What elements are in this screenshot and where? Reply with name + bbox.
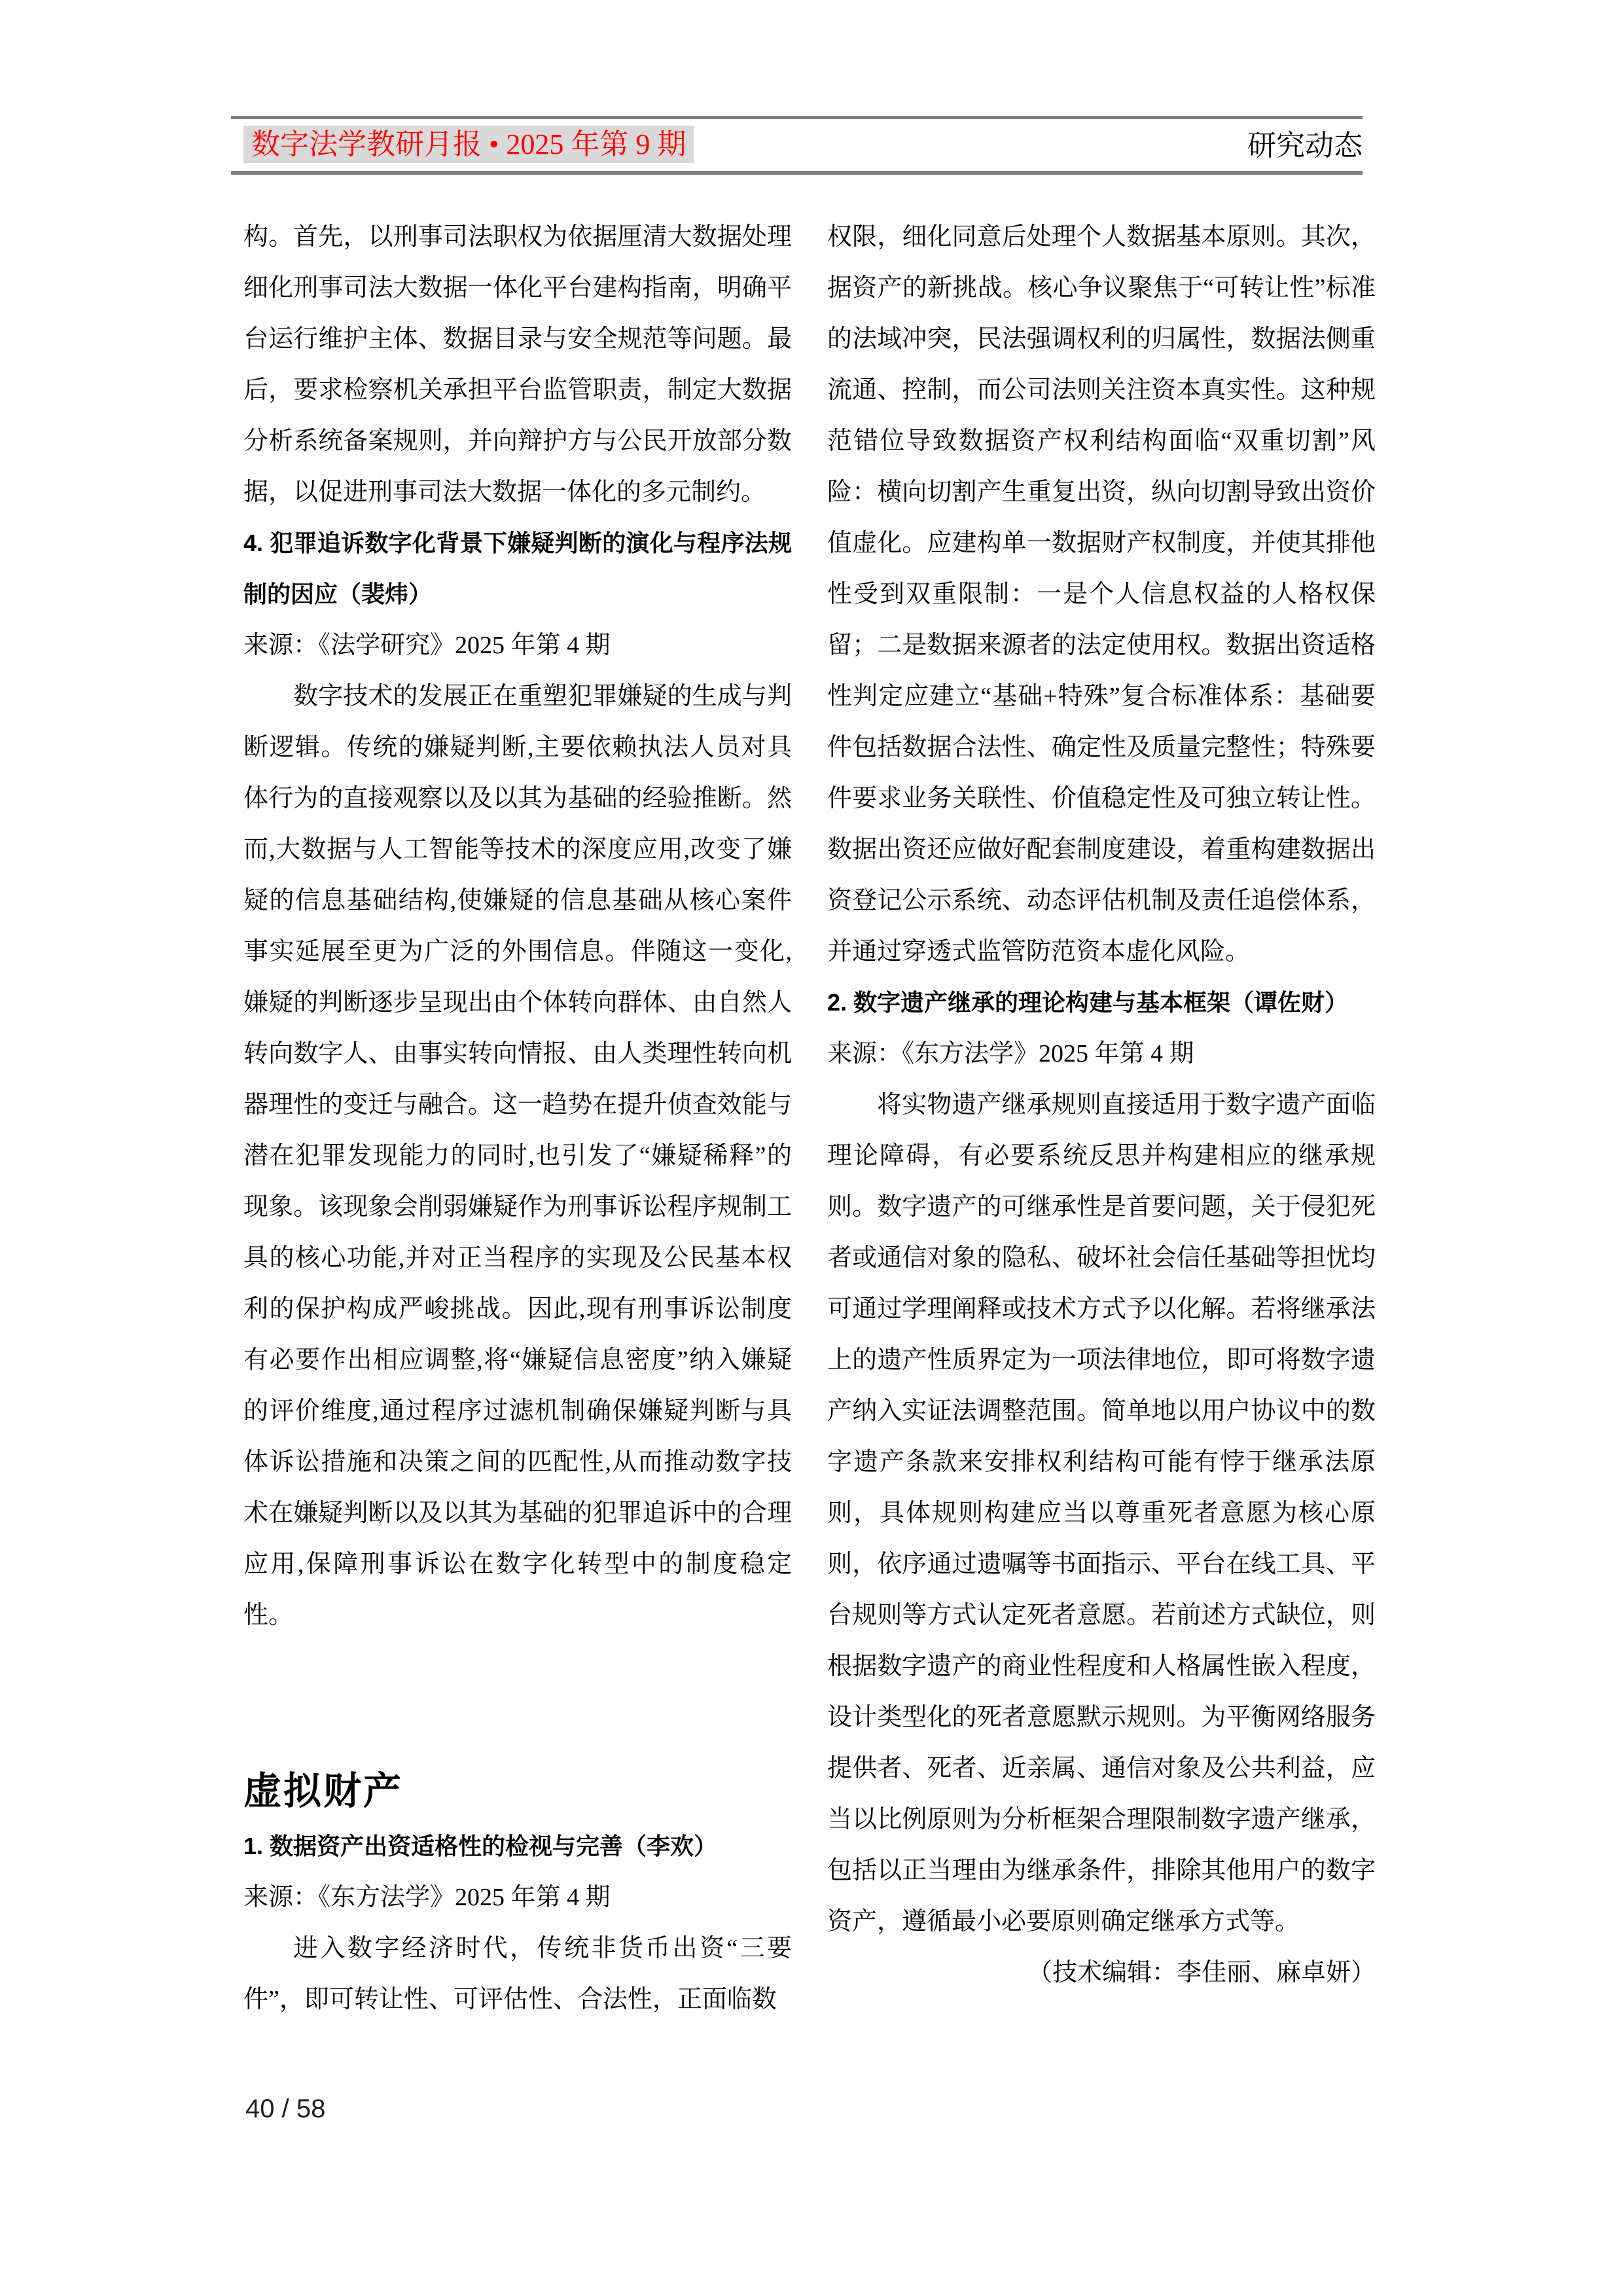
page-number: 40 / 58 — [245, 2094, 326, 2123]
section-heading-virtual-property: 虚拟财产 — [243, 1770, 404, 1812]
journal-title: 数字法学教研月报 • 2025 年第 9 期 — [243, 126, 694, 163]
entry1-source: 来源：《东方法学》2025 年第 4 期 — [243, 1884, 611, 1911]
entry1-abstract-start: 进入数字经济时代，传统非货币出资“三要件”，即可转让性、可评估性、合法性，正面临数 — [243, 1935, 792, 2013]
editor-note: （技术编辑：李佳丽、麻卓妍） — [1027, 1959, 1376, 1986]
entry1-title: 1. 数据资产出资适格性的检视与完善（李欢） — [243, 1833, 718, 1859]
entry4-source: 来源：《法学研究》2025 年第 4 期 — [243, 632, 611, 659]
right-continuation-paragraph: 权限，细化同意后处理个人数据基本原则。其次，据资产的新挑战。核心争议聚焦于“可转让性”标准的法域冲突，民法强调权利的归属性，数据法侧重流通、控制，而公司法则关注资本真实性。这种规范错位导致数据资产权利结构面临“双重切割”风险：横向切割产生重复出资，纵向切割导致出资价值虚化。应建构单一数据财产权制度，并使其排他性受到双重限制：一是个人信息权益的人格权保留；二是数据来源者的法定使用权。数据出资适格性判定应建立“基础+特殊”复合标准体系：基础要件包括数据合法性、确定性及质量完整性；特殊要件要求业务关联性、价值稳定性及可独立转让性。数据出资还应做好配套制度建设，着重构建数据出资登记公示系统、动态评估机制及责任追偿体系，并通过穿透式监管防范资本虚化风险。 — [827, 223, 1376, 965]
left-continuation-paragraph: 构。首先，以刑事司法职权为依据厘清大数据处理细化刑事司法大数据一体化平台建构指南，明确平台运行维护主体、数据目录与安全规范等问题。最后，要求检察机关承担平台监管职责，制定大数据分析系统备案规则，并向辩护方与公民开放部分数据，以促进刑事司法大数据一体化的多元制约。 — [243, 223, 792, 506]
left-column — [243, 211, 792, 2025]
entry4-title: 4. 犯罪追诉数字化背景下嫌疑判断的演化与程序法规制的因应（裴炜） — [243, 529, 792, 607]
entry2-source: 来源：《东方法学》2025 年第 4 期 — [827, 1040, 1194, 1067]
right-column — [827, 211, 1376, 1998]
entry4-abstract: 数字技术的发展正在重塑犯罪嫌疑的生成与判断逻辑。传统的嫌疑判断,主要依赖执法人员对具体行为的直接观察以及以其为基础的经验推断。然而,大数据与人工智能等技术的深度应用,改变了嫌疑的信息基础结构,使嫌疑的信息基础从核心案件事实延展至更为广泛的外围信息。伴随这一变化,嫌疑的判断逐步呈现出由个体转向群体、由自然人转向数字人、由事实转向情报、由人类理性转向机器理性的变迁与融合。这一趋势在提升侦查效能与潜在犯罪发现能力的同时,也引发了“嫌疑稀释”的现象。该现象会削弱嫌疑作为刑事诉讼程序规制工具的核心功能,并对正当程序的实现及公民基本权利的保护构成严峻挑战。因此,现有刑事诉讼制度有必要作出相应调整,将“嫌疑信息密度”纳入嫌疑的评价维度,通过程序过滤机制确保嫌疑判断与具体诉讼措施和决策之间的匹配性,从而推动数字技术在嫌疑判断以及以其为基础的犯罪追诉中的合理应用,保障刑事诉讼在数字化转型中的制度稳定性。 — [243, 683, 792, 1629]
entry2-title: 2. 数字遗产继承的理论构建与基本框架（谭佐财） — [827, 989, 1349, 1016]
header-section-label: 研究动态 — [1247, 130, 1363, 162]
header-top-rule — [231, 116, 1363, 119]
header-bottom-rule — [231, 171, 1363, 175]
entry2-abstract: 将实物遗产继承规则直接适用于数字遗产面临理论障碍，有必要系统反思并构建相应的继承规则。数字遗产的可继承性是首要问题，关于侵犯死者或通信对象的隐私、破坏社会信任基础等担忧均可通过学理阐释或技术方式予以化解。若将继承法上的遗产性质界定为一项法律地位，即可将数字遗产纳入实证法调整范围。简单地以用户协议中的数字遗产条款来安排权利结构可能有悖于继承法原则，具体规则构建应当以尊重死者意愿为核心原则，依序通过遗嘱等书面指示、平台在线工具、平台规则等方式认定死者意愿。若前述方式缺位，则根据数字遗产的商业性程度和人格属性嵌入程度，设计类型化的死者意愿默示规则。为平衡网络服务提供者、死者、近亲属、通信对象及公共利益，应当以比例原则为分析框架合理限制数字遗产继承，包括以正当理由为继承条件，排除其他用户的数字资产，遵循最小必要原则确定继承方式等。 — [827, 1091, 1376, 1935]
